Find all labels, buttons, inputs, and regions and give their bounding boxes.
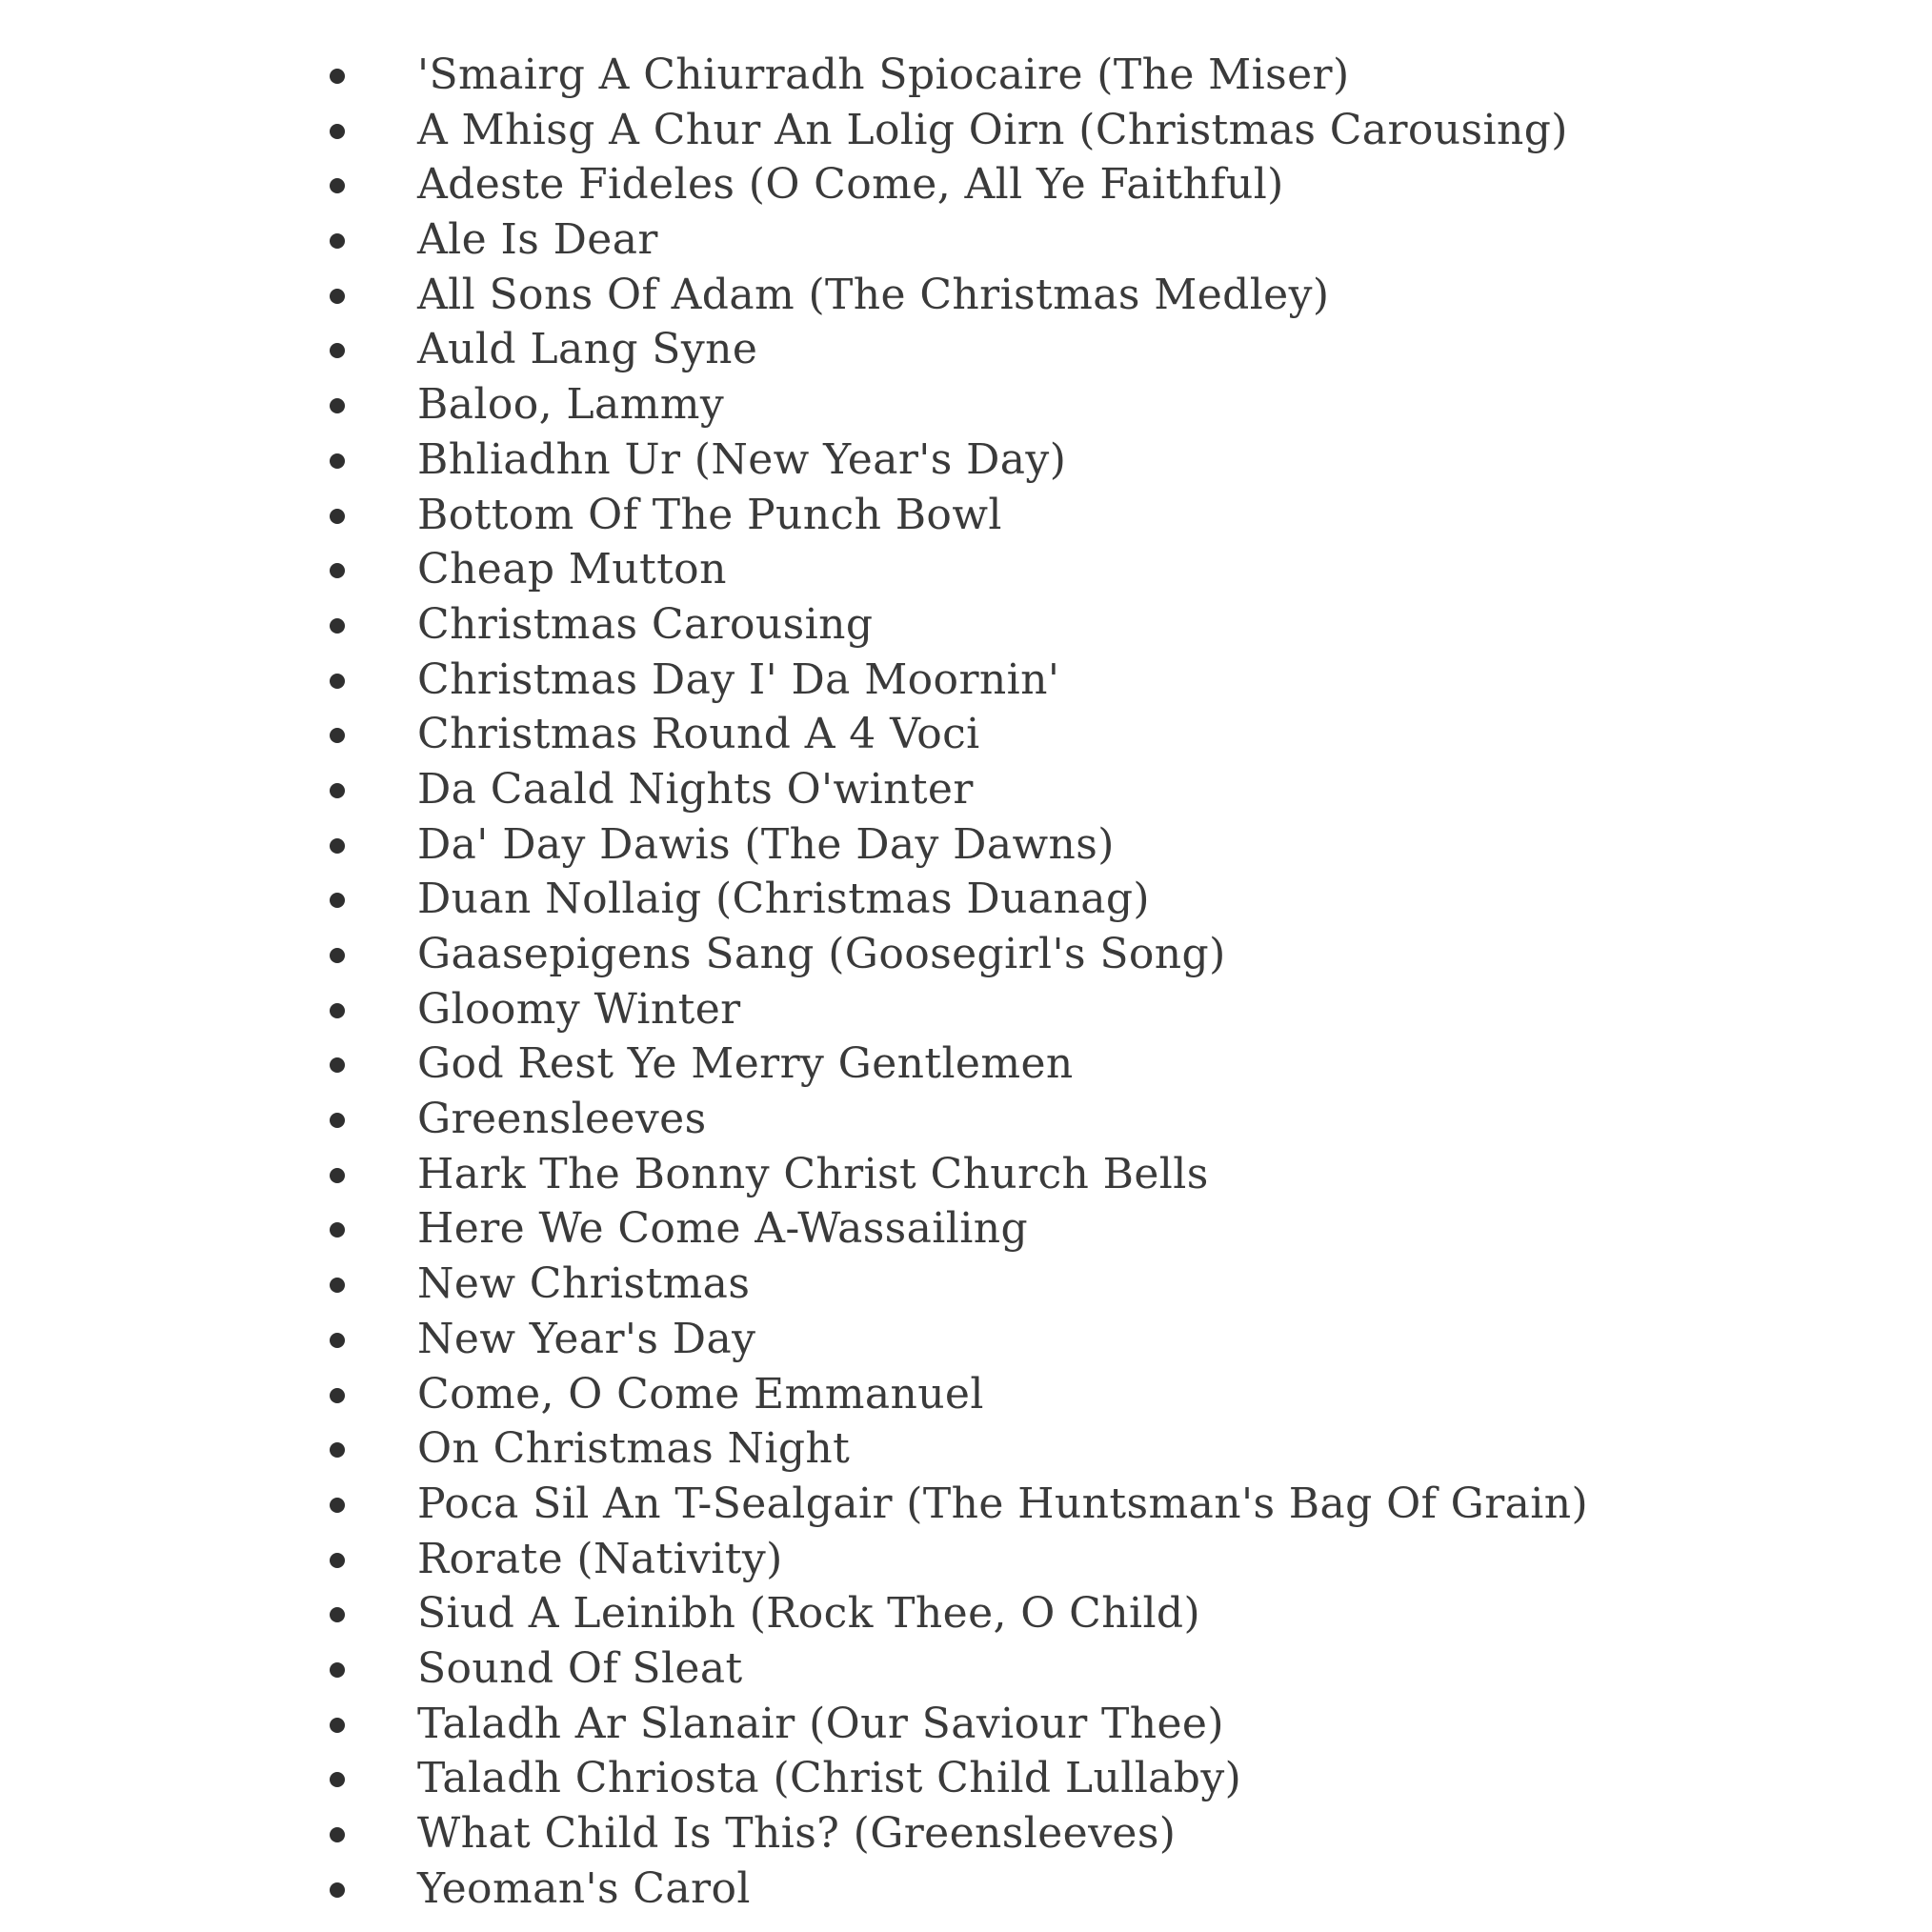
bullet-icon <box>330 1882 345 1898</box>
bullet-icon <box>330 178 345 193</box>
song-title: Taladh Ar Slanair (Our Saviour Thee) <box>417 1699 1224 1748</box>
bullet-icon <box>330 618 345 634</box>
song-title: Come, O Come Emmanuel <box>417 1369 984 1419</box>
song-title: Da Caald Nights O'winter <box>417 764 974 814</box>
song-title: Hark The Bonny Christ Church Bells <box>417 1149 1209 1198</box>
list-item <box>314 1806 1743 1862</box>
song-title: Siud A Leinibh (Rock Thee, O Child) <box>417 1589 1201 1639</box>
bullet-icon <box>330 233 345 249</box>
list-item <box>314 268 1743 323</box>
list-item <box>314 1147 1743 1202</box>
song-title: Christmas Day I' Da Moornin' <box>417 654 1060 704</box>
bullet-icon <box>330 1442 345 1458</box>
bullet-icon <box>330 343 345 358</box>
song-title: What Child Is This? (Greensleeves) <box>417 1809 1177 1858</box>
list-item <box>314 157 1743 212</box>
song-title: Auld Lang Syne <box>417 325 758 374</box>
bullet-icon <box>330 453 345 469</box>
bullet-icon <box>330 838 345 854</box>
song-title: All Sons Of Adam (The Christmas Medley) <box>417 270 1330 319</box>
list-item <box>314 1477 1743 1532</box>
list-item <box>314 1862 1743 1917</box>
list-item <box>314 1312 1743 1367</box>
list-item <box>314 1036 1743 1092</box>
bullet-icon <box>330 1222 345 1238</box>
bullet-icon <box>330 728 345 743</box>
song-title: Bhliadhn Ur (New Year's Day) <box>417 434 1067 484</box>
bullet-icon <box>330 289 345 304</box>
list-item <box>314 597 1743 653</box>
bullet-icon <box>330 1718 345 1733</box>
song-title: Gaasepigens Sang (Goosegirl's Song) <box>417 930 1226 978</box>
list-item <box>314 1367 1743 1422</box>
list-item <box>314 1421 1743 1477</box>
song-title: Cheap Mutton <box>417 545 727 594</box>
bullet-icon <box>330 1168 345 1183</box>
song-title: Gloomy Winter <box>417 984 741 1034</box>
list-item <box>314 48 1743 103</box>
bullet-icon <box>330 783 345 798</box>
bullet-icon <box>330 1553 345 1568</box>
song-title: Rorate (Nativity) <box>417 1534 783 1583</box>
song-title: Christmas Round A 4 Voci <box>417 710 980 759</box>
bullet-icon <box>330 1003 345 1018</box>
song-title: A Mhisg A Chur An Lolig Oirn (Christmas Carousing) <box>417 105 1568 154</box>
bullet-icon <box>330 398 345 413</box>
bullet-icon <box>330 1057 345 1073</box>
bullet-icon <box>330 893 345 908</box>
song-title: Here We Come A-Wassailing <box>417 1204 1029 1254</box>
list-item <box>314 322 1743 377</box>
list-item <box>314 433 1743 488</box>
bullet-icon <box>330 1333 345 1348</box>
bullet-icon <box>330 1607 345 1622</box>
song-title: New Christmas <box>417 1259 751 1309</box>
song-title: Sound Of Sleat <box>417 1643 743 1693</box>
song-title: Poca Sil An T-Sealgair (The Huntsman's Bag Of Grain) <box>417 1479 1589 1528</box>
list-item <box>314 982 1743 1037</box>
bullet-icon <box>330 563 345 578</box>
bullet-icon <box>330 1388 345 1403</box>
song-list <box>314 48 1743 1916</box>
song-title: Adeste Fideles (O Come, All Ye Faithful) <box>417 160 1284 210</box>
bullet-icon <box>330 1772 345 1787</box>
song-title: New Year's Day <box>417 1314 756 1363</box>
list-item <box>314 927 1743 982</box>
bullet-icon <box>330 1278 345 1293</box>
list-item <box>314 488 1743 543</box>
bullet-icon <box>330 1113 345 1128</box>
bullet-icon <box>330 674 345 689</box>
list-item <box>314 653 1743 708</box>
list-item <box>314 762 1743 817</box>
song-title: Yeoman's Carol <box>417 1863 751 1913</box>
list-item <box>314 103 1743 158</box>
list-item <box>314 212 1743 268</box>
list-item <box>314 1092 1743 1147</box>
list-item <box>314 872 1743 927</box>
list-item <box>314 377 1743 433</box>
list-item <box>314 1751 1743 1806</box>
song-title: Ale Is Dear <box>417 215 658 265</box>
song-title: Duan Nollaig (Christmas Duanag) <box>417 875 1150 924</box>
song-title: Baloo, Lammy <box>417 380 725 430</box>
bullet-icon <box>330 124 345 139</box>
list-item <box>314 1257 1743 1312</box>
list-item <box>314 1201 1743 1257</box>
list-item <box>314 1697 1743 1752</box>
list-item <box>314 817 1743 873</box>
bullet-icon <box>330 1662 345 1678</box>
song-title: Greensleeves <box>417 1095 707 1144</box>
bullet-icon <box>330 69 345 84</box>
list-item <box>314 542 1743 597</box>
bullet-icon <box>330 509 345 524</box>
song-title: On Christmas Night <box>417 1424 851 1474</box>
song-title: Bottom Of The Punch Bowl <box>417 490 1002 539</box>
bullet-icon <box>330 1827 345 1842</box>
song-title: Taladh Chriosta (Christ Child Lullaby) <box>417 1754 1242 1803</box>
list-item <box>314 1532 1743 1587</box>
song-title: Da' Day Dawis (The Day Dawns) <box>417 819 1115 869</box>
list-item <box>314 1641 1743 1697</box>
song-title: 'Smairg A Chiurradh Spiocaire (The Miser) <box>417 50 1350 99</box>
song-title: God Rest Ye Merry Gentlemen <box>417 1039 1074 1089</box>
song-title: Christmas Carousing <box>417 599 874 649</box>
bullet-icon <box>330 948 345 963</box>
list-item <box>314 1586 1743 1641</box>
list-item <box>314 707 1743 762</box>
bullet-icon <box>330 1498 345 1513</box>
